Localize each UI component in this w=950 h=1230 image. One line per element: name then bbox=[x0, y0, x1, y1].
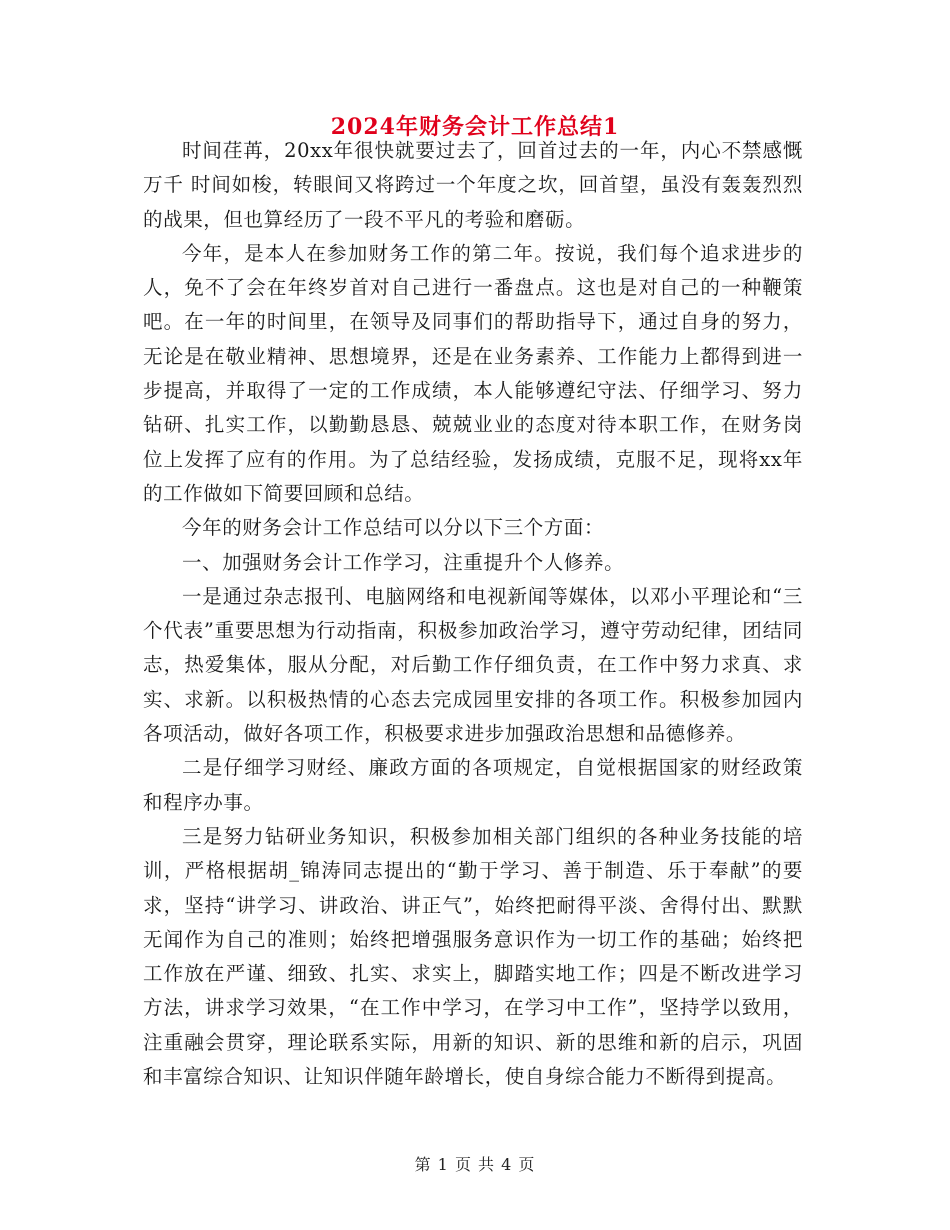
paragraph-item-2: 二是仔细学习财经、廉政方面的各项规定，自觉根据国家的财经政策和程序办事。 bbox=[143, 756, 803, 814]
paragraph-intro: 时间荏苒，20xx年很快就要过去了，回首过去的一年，内心不禁感慨万千 时间如梭，转眼间又将跨过一个年度之坎，回首望，虽没有轰轰烈烈的战果，但也算经历了一段不平凡的考验和磨砺。 bbox=[143, 139, 803, 231]
paragraph-item-3: 三是努力钻研业务知识，积极参加相关部门组织的各种业务技能的培训，严格根据胡_锦涛同志提出的“勤于学习、善于制造、乐于奉献”的要求，坚持“讲学习、讲政治、讲正气”，始终把耐得平淡、舍得付出、默默无闻作为自己的准则；始终把增强服务意识作为一切工作的基础；始终把工作放在严谨、细致、扎实、求实上，脚踏实地工作；四是不断改进学习方法，讲求学习效果，“在工作中学习，在学习中工作”，坚持学以致用，注重融会贯穿，理论联系实际，用新的知识、新的思维和新的启示，巩固和丰富综合知识、让知识伴随年龄增长，使自身综合能力不断得到提高。 bbox=[143, 824, 803, 1089]
document-body bbox=[143, 134, 803, 1094]
section-heading-1: 一、加强财务会计工作学习，注重提升个人修养。 bbox=[182, 550, 625, 574]
paragraph-aspects: 今年的财务会计工作总结可以分以下三个方面： bbox=[182, 516, 605, 540]
document-title: 2024年财务会计工作总结1 bbox=[330, 114, 620, 140]
paragraph-item-1: 一是通过杂志报刊、电脑网络和电视新闻等媒体，以邓小平理论和“三个代表”重要思想为行动指南，积极参加政治学习，遵守劳动纪律，团结同志，热爱集体，服从分配，对后勤工作仔细负责，在工作中努力求真、求实、求新。以积极热情的心态去完成园里安排的各项工作。积极参加园内各项活动，做好各项工作，积极要求进步加强政治思想和品德修养。 bbox=[143, 584, 803, 746]
page-number-footer: 第 1 页 共 4 页 bbox=[414, 1155, 536, 1174]
paragraph-overview: 今年，是本人在参加财务工作的第二年。按说，我们每个追求进步的人，免不了会在年终岁首对自己进行一番盘点。这也是对自己的一种鞭策吧。在一年的时间里，在领导及同事们的帮助指导下，通过自身的努力，无论是在敬业精神、思想境界，还是在业务素养、工作能力上都得到进一步提高，并取得了一定的工作成绩，本人能够遵纪守法、仔细学习、努力钻研、扎实工作，以勤勤恳恳、兢兢业业的态度对待本职工作，在财务岗位上发挥了应有的作用。为了总结经验，发扬成绩，克服不足，现将xx年的工作做如下简要回顾和总结。 bbox=[143, 241, 803, 505]
